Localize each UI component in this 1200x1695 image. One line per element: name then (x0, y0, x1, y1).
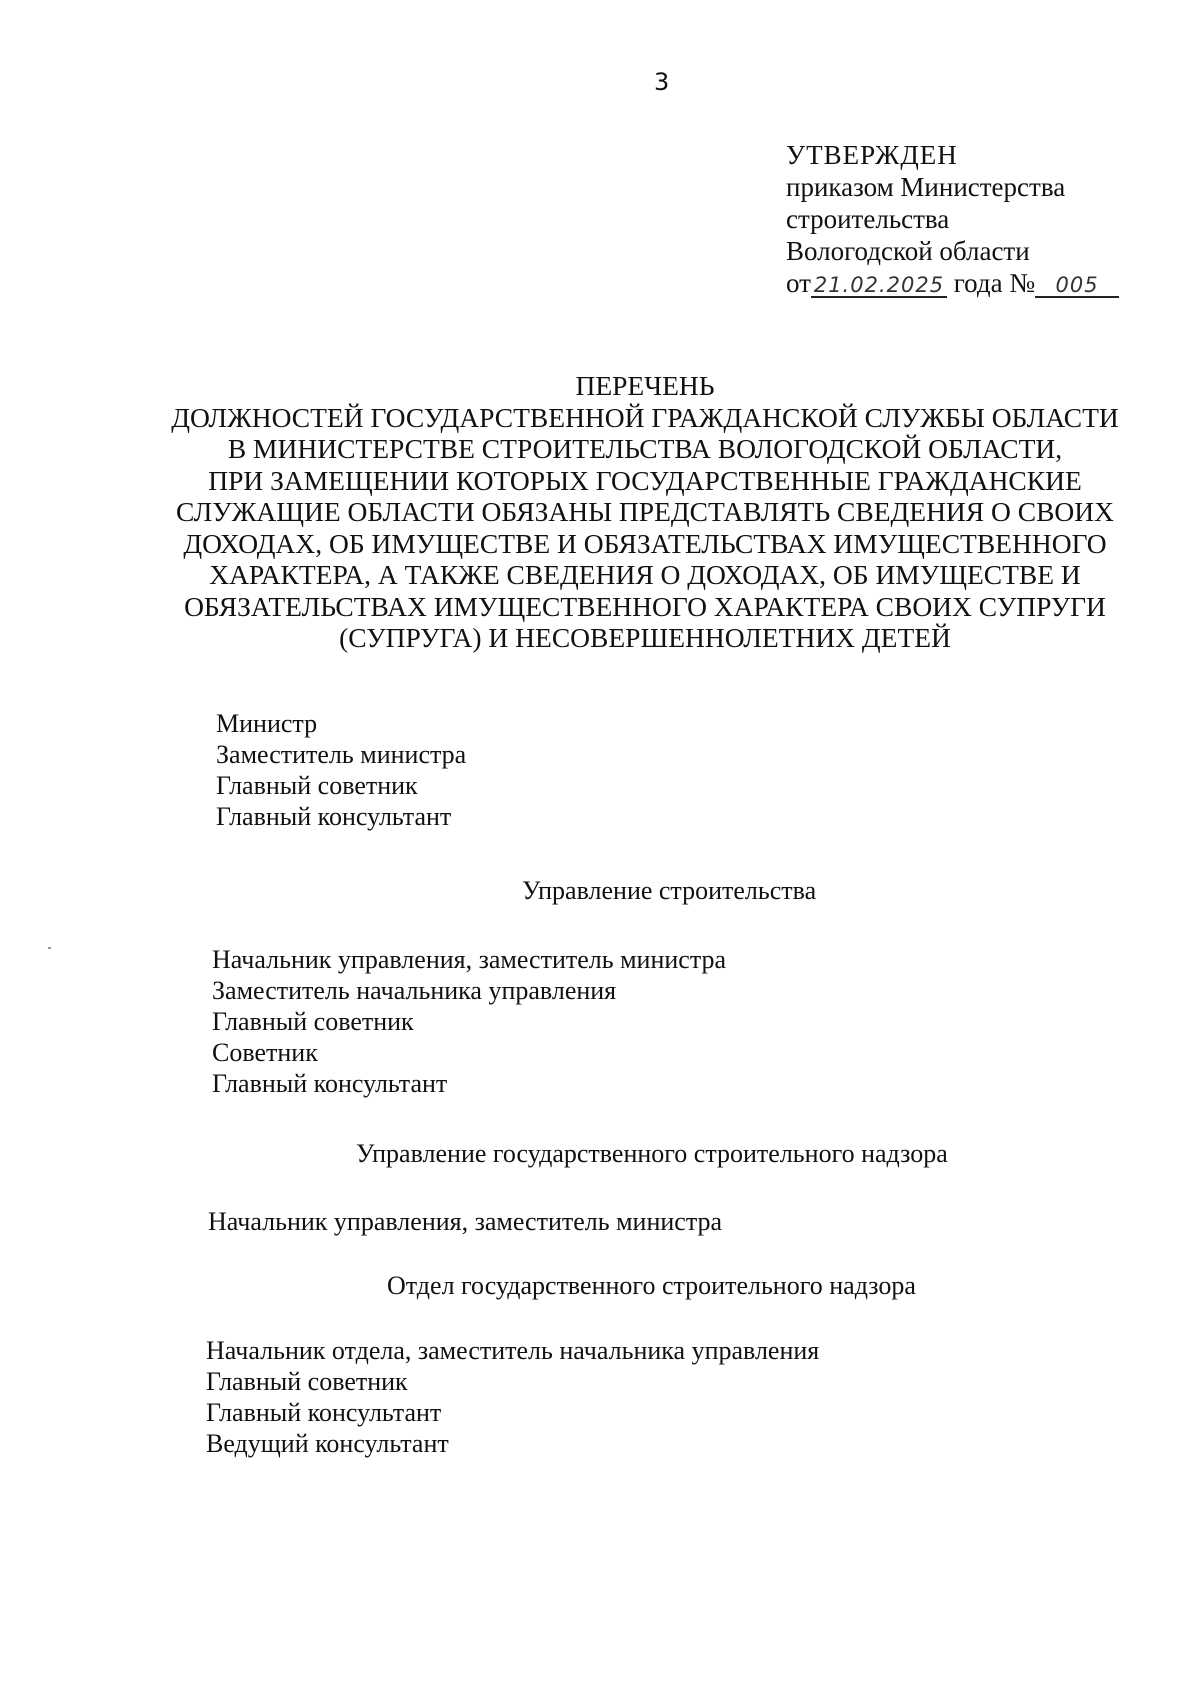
list-item: Главный консультант (212, 1069, 448, 1098)
title-line: (СУПРУГА) И НЕСОВЕРШЕННОЛЕТНИХ ДЕТЕЙ (339, 622, 951, 653)
list-item: Главный советник (206, 1367, 408, 1396)
document-title (140, 370, 1150, 654)
handwritten-number: 005 (1035, 274, 1119, 298)
approval-line-3: Вологодской области (786, 236, 1030, 266)
approval-line-1: приказом Министерства (786, 172, 1066, 202)
number-sign: № (1009, 268, 1036, 298)
section-positions-list (208, 1206, 722, 1237)
page-number: 3 (654, 68, 670, 96)
list-item: Главный советник (212, 1007, 414, 1036)
list-item: Начальник управления, заместитель министра (208, 1207, 723, 1236)
list-item: Заместитель министра (216, 740, 467, 769)
ministry-positions-list (216, 708, 466, 832)
list-item: Начальник управления, заместитель министра (212, 945, 727, 974)
title-line: ХАРАКТЕРА, А ТАКЖЕ СВЕДЕНИЯ О ДОХОДАХ, ОБ ИМУЩЕСТВЕ И (209, 559, 1081, 590)
section-positions-list (206, 1335, 819, 1459)
approval-block (786, 139, 1119, 299)
title-line: СЛУЖАЩИЕ ОБЛАСТИ ОБЯЗАНЫ ПРЕДСТАВЛЯТЬ СВЕДЕНИЯ О СВОИХ (175, 496, 1115, 527)
section-heading: Управление государственного строительного надзора (356, 1139, 948, 1168)
section-heading: Управление строительства (522, 876, 817, 905)
list-item: Заместитель начальника управления (212, 976, 617, 1005)
approval-line-2: строительства (786, 204, 950, 234)
year-word: года (953, 268, 1003, 298)
list-item: Главный консультант (216, 802, 452, 831)
list-item: Начальник отдела, заместитель начальника управления (206, 1336, 820, 1365)
approval-heading: УТВЕРЖДЕН (786, 140, 958, 170)
title-line: ПРИ ЗАМЕЩЕНИИ КОТОРЫХ ГОСУДАРСТВЕННЫЕ ГРАЖДАНСКИЕ (208, 464, 1082, 496)
list-item: Министр (216, 709, 318, 738)
approval-date-line (786, 267, 1119, 299)
date-prefix: от (786, 268, 811, 298)
list-item: Главный советник (216, 771, 418, 800)
title-line: ОБЯЗАТЕЛЬСТВАХ ИМУЩЕСТВЕННОГО ХАРАКТЕРА СВОИХ СУПРУГИ (184, 590, 1106, 622)
section-positions-list (212, 944, 726, 1099)
title-line: ДОХОДАХ, ОБ ИМУЩЕСТВЕ И ОБЯЗАТЕЛЬСТВАХ ИМУЩЕСТВЕННОГО (183, 527, 1107, 559)
list-item: Советник (212, 1038, 318, 1067)
section-heading: Отдел государственного строительного надзора (387, 1271, 916, 1300)
title-line: ДОЛЖНОСТЕЙ ГОСУДАРСТВЕННОЙ ГРАЖДАНСКОЙ СЛУЖБЫ ОБЛАСТИ (171, 401, 1119, 433)
list-item: Главный консультант (206, 1398, 442, 1427)
scan-speck (48, 947, 51, 949)
title-line: ПЕРЕЧЕНЬ (575, 370, 715, 401)
list-item: Ведущий консультант (206, 1429, 449, 1458)
title-line: В МИНИСТЕРСТВЕ СТРОИТЕЛЬСТВА ВОЛОГОДСКОЙ ОБЛАСТИ, (227, 433, 1063, 464)
handwritten-date: 21.02.2025 (811, 274, 947, 298)
